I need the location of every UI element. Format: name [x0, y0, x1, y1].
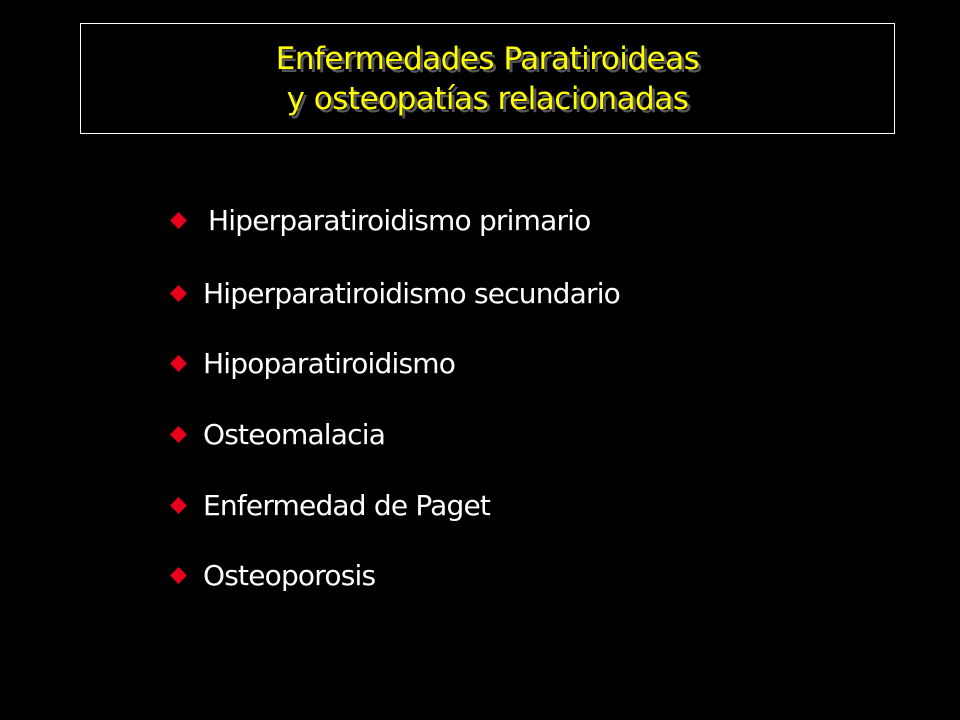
diamond-bullet-icon	[170, 285, 187, 302]
diamond-bullet-icon	[170, 497, 187, 514]
list-item-label: Enfermedad de Paget	[203, 489, 491, 522]
list-item-osteomalacia	[172, 418, 385, 451]
list-item-osteoporosis	[172, 559, 375, 592]
diamond-bullet-icon	[170, 212, 187, 229]
list-item-label: Hipoparatiroidismo	[203, 347, 456, 380]
diamond-bullet-icon	[170, 355, 187, 372]
list-item-label: Osteomalacia	[203, 418, 386, 451]
list-item-label: Hiperparatiroidismo primario	[208, 204, 591, 237]
list-item-label: Osteoporosis	[203, 559, 376, 592]
list-item-hiperparatiroidismo-secundario	[172, 277, 620, 310]
list-item-hipoparatiroidismo	[172, 347, 455, 380]
slide-title-line-2: y osteopatías relacionadas	[286, 80, 689, 117]
list-item-hiperparatiroidismo-primario	[172, 204, 590, 237]
list-item-label: Hiperparatiroidismo secundario	[203, 277, 621, 310]
list-item-enfermedad-de-paget	[172, 489, 490, 522]
slide-title-line-1: Enfermedades Paratiroideas	[275, 40, 700, 77]
diamond-bullet-icon	[170, 426, 187, 443]
diamond-bullet-icon	[170, 567, 187, 584]
